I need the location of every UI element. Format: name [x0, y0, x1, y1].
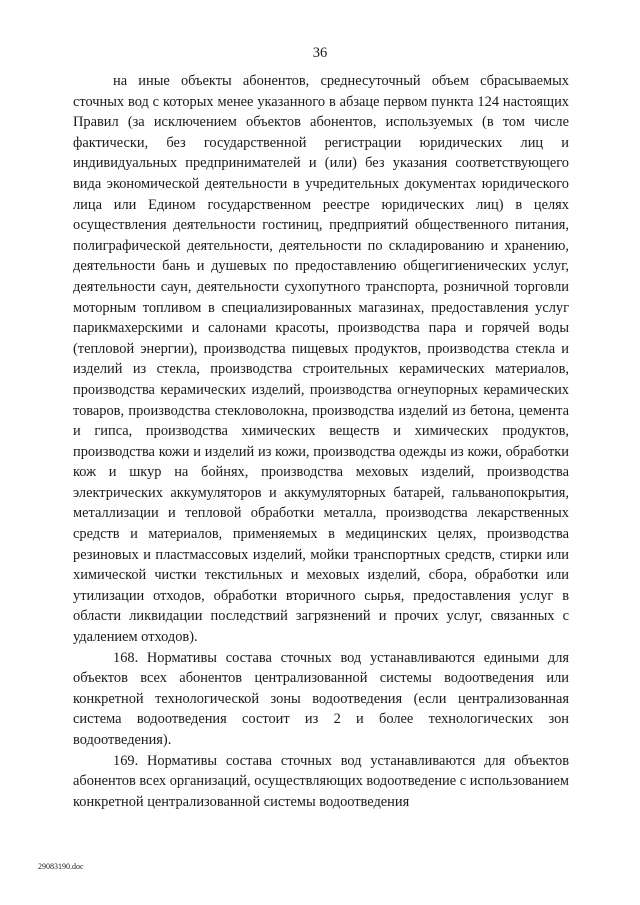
- paragraph-169: 169. Нормативы состава сточных вод устанавливаются для объектов абонентов всех организаций, осуществляющих водоотведение с использованием конкретной централизованной системы водоотведения: [73, 752, 569, 810]
- page-number: 36: [312, 45, 328, 61]
- document-body: [73, 71, 569, 812]
- paragraph-168: 168. Нормативы состава сточных вод устанавливаются едиными для объектов всех абонентов централизованной системы водоотведения или конкретной технологической зоны водоотведения (если централизованная система водоотведения состоит из 2 и более технологических зон водоотведения).: [73, 649, 569, 748]
- paragraph-continuation: на иные объекты абонентов, среднесуточный объем сбрасываемых сточных вод с которых менее указанного в абзаце первом пункта 124 настоящих Правил (за исключением объектов абонентов, используемых (в том числе фактически, без государственной регистрации юридических лиц и индивидуальных предпринимателей и (или) без указания соответствующего вида экономической деятельности в учредительных документах юридического лица или Едином государственном реестре юридических лиц) в целях осуществления деятельности гостиниц, предприятий общественного питания, полиграфической деятельности, деятельности по складированию и хранению, деятельности бань и душевых по предоставлению общегигиенических услуг, деятельности саун, деятельности сухопутного транспорта, розничной торговли моторным топливом в специализированных магазинах, предоставления услуг парикмахерскими и салонами красоты, производства пара и горячей воды (тепловой энергии), производства пищевых продуктов, производства стекла и изделий из стекла, производства строительных керамических материалов, производства керамических изделий, производства огнеупорных керамических товаров, производства стекловолокна, производства изделий из бетона, цемента и гипса, производства химических веществ и химических продуктов, производства кожи и изделий из кожи, производства одежды из кожи, обработки кож и шкур на бойнях, производства меховых изделий, производства электрических аккумуляторов и аккумуляторных батарей, гальванопокрытия, металлизации и тепловой обработки металла, производства лекарственных средств и материалов, применяемых в медицинских целях, производства резиновых и пластмассовых изделий, мойки транспортных средств, стирки или химической чистки текстильных и меховых изделий, сбора, обработки или утилизации отходов, обработки вторичного сырья, предоставления услуг в области ликвидации последствий загрязнений и прочих услуг, связанных с удалением отходов).: [73, 73, 569, 646]
- footer-filename: 29083190.doc: [38, 862, 84, 871]
